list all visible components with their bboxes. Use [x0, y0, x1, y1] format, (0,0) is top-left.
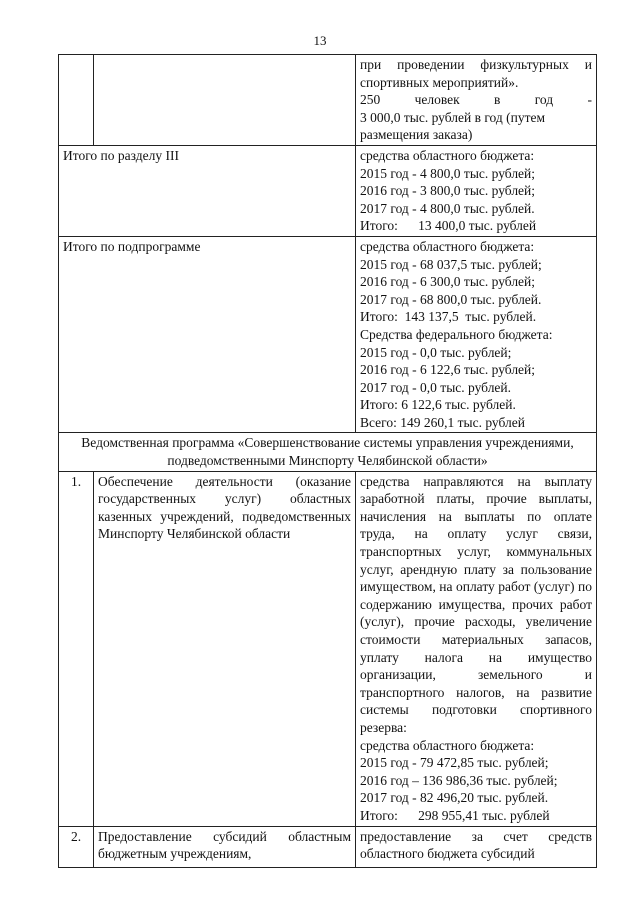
funding-line: средства областного бюджета:	[360, 737, 535, 753]
continued-line: 250 человек в год -	[360, 92, 592, 108]
table-row-program-heading	[59, 433, 597, 471]
funding-line: 2015 год - 79 472,85 тыс. рублей;	[360, 755, 549, 771]
cell-number-empty	[59, 55, 94, 146]
funding-line: 2016 год – 136 986,36 тыс. рублей;	[360, 772, 558, 788]
section3-total-label: Итого по разделу III	[59, 145, 356, 236]
program-table	[58, 54, 597, 868]
table-row-section3-total	[59, 145, 597, 236]
funding-line: 2016 год - 6 122,6 тыс. рублей;	[360, 362, 536, 378]
page-number: 13	[313, 33, 327, 48]
continued-line: спортивных мероприятий».	[360, 74, 519, 90]
cell-continued-text	[356, 55, 597, 146]
funding-line: 2016 год - 3 800,0 тыс. рублей;	[360, 183, 536, 199]
funding-line: 2017 год - 0,0 тыс. рублей.	[360, 379, 512, 395]
item-description: средства направляются на выплату заработной платы, прочие выплаты, начисления на выплаты по оплате труда, на оплату услуг связи, транспортных услуг, коммунальных услуг, арендную плату за пользование имуществом, на оплату работ (услуг) по содержанию имущества, прочих работ (услуг), прочие расходы, увеличение стоимости материальных запасов, уплату налога на имущество организации, земельного и транспортного налогов, на развитие системы подготовки спортивного резерва:	[360, 473, 592, 735]
funding-line: средства областного бюджета:	[360, 238, 535, 254]
continued-line: при проведении физкультурных и	[360, 57, 592, 72]
funding-line: Всего: 149 260,1 тыс. рублей	[360, 414, 525, 430]
item-name: Обеспечение деятельности (оказание государственных услуг) областных казенных учреждений, подведомственных Минспорту Челябинской области	[94, 471, 356, 826]
funding-line: 2017 год - 68 800,0 тыс. рублей.	[360, 291, 542, 307]
funding-total-line: Итого: 13 400,0 тыс. рублей	[360, 218, 537, 234]
item-name: Предоставление субсидий областным бюджетным учреждениям,	[94, 826, 356, 867]
funding-line: Итого: 6 122,6 тыс. рублей.	[360, 397, 516, 413]
subprogram-total-label: Итого по подпрограмме	[59, 236, 356, 433]
program-heading: Ведомственная программа «Совершенствование системы управления учреждениями, подведомственными Минспорту Челябинской области»	[59, 433, 597, 471]
continued-line: 3 000,0 тыс. рублей в год (путем	[360, 109, 546, 125]
funding-total-line: Итого: 298 955,41 тыс. рублей	[360, 807, 550, 823]
item-description: предоставление за счет средств областного бюджета субсидий	[356, 826, 597, 867]
funding-line: 2016 год - 6 300,0 тыс. рублей;	[360, 274, 536, 290]
funding-line: 2015 год - 0,0 тыс. рублей;	[360, 344, 512, 360]
table-row-continued	[59, 55, 597, 146]
cell-name-empty	[94, 55, 356, 146]
funding-line: 2017 год - 4 800,0 тыс. рублей.	[360, 200, 535, 216]
subprogram-total-funding	[356, 236, 597, 433]
item-number: 1.	[59, 471, 94, 826]
funding-line: 2015 год - 68 037,5 тыс. рублей;	[360, 256, 542, 272]
table-row-item-1	[59, 471, 597, 826]
continued-line: размещения заказа)	[360, 127, 473, 143]
section3-total-funding	[356, 145, 597, 236]
table-row-item-2	[59, 826, 597, 867]
funding-line: 2015 год - 4 800,0 тыс. рублей;	[360, 165, 536, 181]
funding-line: Средства федерального бюджета:	[360, 326, 553, 342]
funding-line: 2017 год - 82 496,20 тыс. рублей.	[360, 790, 549, 806]
funding-total-line: Итого: 143 137,5 тыс. рублей.	[360, 309, 537, 325]
table-row-subprogram-total	[59, 236, 597, 433]
item-description-cell	[356, 471, 597, 826]
funding-line: средства областного бюджета:	[360, 147, 535, 163]
item-number: 2.	[59, 826, 94, 867]
